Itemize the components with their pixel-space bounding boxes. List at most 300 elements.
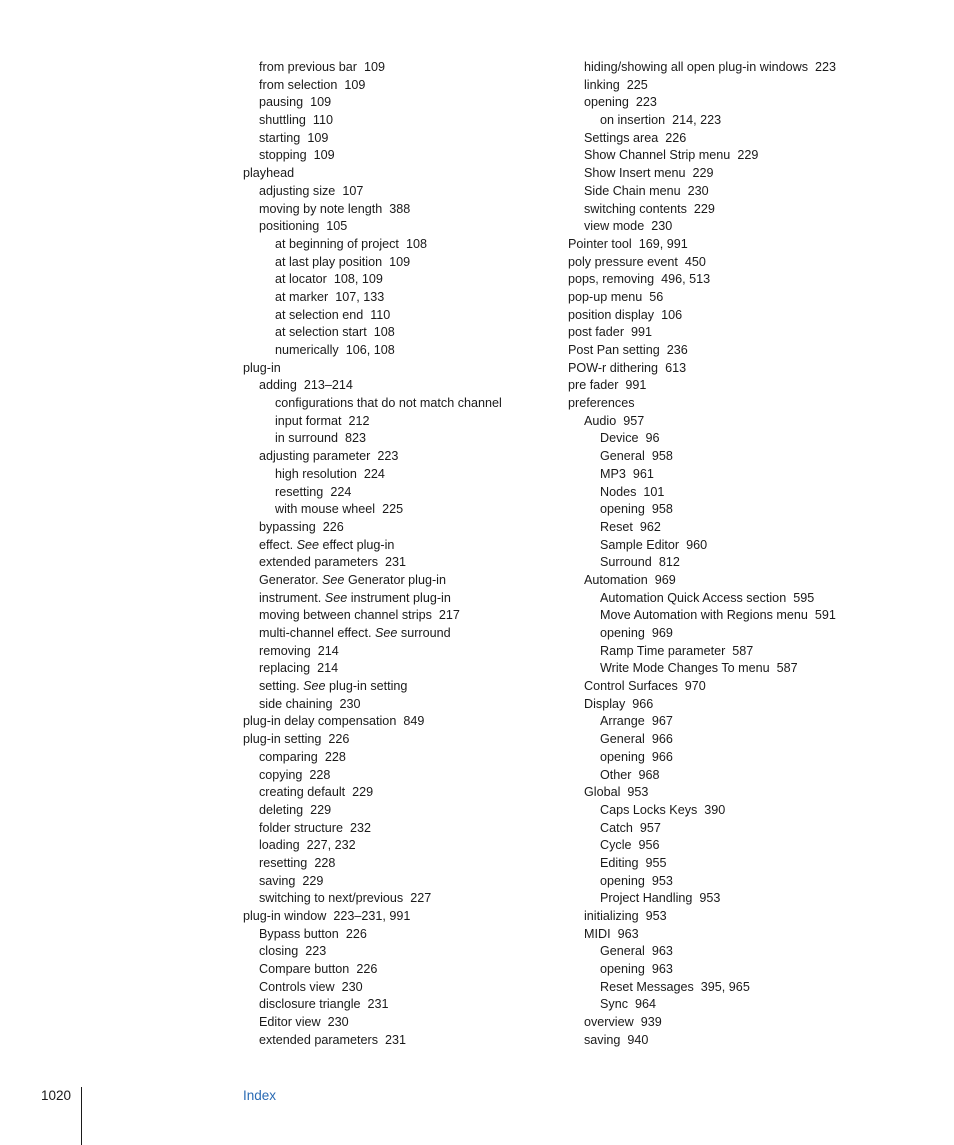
page-reference: 228 xyxy=(324,749,346,764)
index-term: Write Mode Changes To menu xyxy=(600,661,770,676)
index-entry xyxy=(243,112,563,130)
index-term: initializing xyxy=(584,909,639,923)
index-entry xyxy=(568,961,948,979)
index-entry xyxy=(243,943,563,961)
index-term: switching to next/previous xyxy=(259,891,404,906)
index-term: opening xyxy=(584,95,629,110)
index-term: pre fader xyxy=(568,378,619,393)
index-term: overview xyxy=(584,1015,634,1030)
index-term: starting xyxy=(259,130,301,145)
index-entry xyxy=(243,607,563,625)
index-term: loading xyxy=(259,838,300,853)
index-term: shuttling xyxy=(259,113,306,128)
index-term: from previous bar xyxy=(259,60,357,74)
page-reference: 225 xyxy=(626,77,648,92)
index-column-left xyxy=(243,59,563,1050)
page-reference: 953 xyxy=(699,891,721,906)
index-term: Compare button xyxy=(259,962,350,977)
index-entry xyxy=(243,926,563,944)
index-term: extended parameters xyxy=(259,555,379,570)
page-reference: 969 xyxy=(651,626,673,640)
index-entry xyxy=(243,537,563,555)
page-reference: 957 xyxy=(639,820,661,835)
index-entry xyxy=(243,996,563,1014)
page-reference: 227, 232 xyxy=(306,838,356,853)
page-reference: 955 xyxy=(645,855,667,870)
index-entry xyxy=(568,873,948,891)
index-term: replacing xyxy=(259,661,311,676)
see-reference: See xyxy=(324,590,348,605)
page-reference: 591 xyxy=(814,608,836,623)
index-entry xyxy=(568,183,948,201)
index-entry xyxy=(243,572,563,590)
page-reference: 390 xyxy=(704,802,726,817)
index-term: disclosure triangle xyxy=(259,997,361,1012)
index-entry xyxy=(568,147,948,165)
page-reference: 109 xyxy=(364,60,386,74)
index-term: folder structure xyxy=(259,820,343,835)
index-term: resetting xyxy=(259,855,308,870)
page-reference: 229 xyxy=(352,785,374,800)
index-entry xyxy=(243,713,563,731)
index-term: plug-in setting xyxy=(243,732,322,747)
page-reference: 587 xyxy=(776,661,798,676)
page-reference: 849 xyxy=(403,714,425,729)
index-entry xyxy=(243,183,563,201)
page-reference: 223 xyxy=(635,95,657,110)
page-reference: 101 xyxy=(643,484,665,499)
index-entry xyxy=(568,413,948,431)
index-term: extended parameters xyxy=(259,1032,379,1047)
index-entry xyxy=(243,501,563,519)
index-entry xyxy=(243,165,563,183)
index-term: Global xyxy=(584,785,621,800)
page-reference: 225 xyxy=(382,502,404,517)
index-term: setting. xyxy=(259,679,300,694)
page-reference: 105 xyxy=(326,219,348,234)
index-entry xyxy=(243,1032,563,1050)
page-reference: 613 xyxy=(665,360,687,375)
page-reference: 939 xyxy=(640,1015,662,1030)
index-entry xyxy=(568,377,948,395)
page-reference: 226 xyxy=(328,732,350,747)
index-term: Device xyxy=(600,431,639,446)
index-term: Automation Quick Access section xyxy=(600,590,787,605)
index-entry xyxy=(243,271,563,289)
index-entry xyxy=(243,590,563,608)
index-entry xyxy=(243,307,563,325)
page-reference: 230 xyxy=(339,696,361,711)
index-term: opening xyxy=(600,626,645,640)
see-reference: See xyxy=(303,679,326,694)
page-reference: 110 xyxy=(370,307,391,322)
page-reference: 960 xyxy=(686,537,708,552)
page-reference: 991 xyxy=(631,325,653,340)
index-term: preferences xyxy=(568,396,635,411)
page-reference: 966 xyxy=(632,696,654,711)
index-entry xyxy=(243,360,563,378)
index-term: resetting xyxy=(275,484,324,499)
index-column-right xyxy=(568,59,948,1050)
see-target: Generator plug-in xyxy=(347,572,446,587)
page-reference: 231 xyxy=(385,555,407,570)
page-reference: 169, 991 xyxy=(638,236,688,251)
index-entry xyxy=(568,590,948,608)
page-reference: 228 xyxy=(314,855,336,870)
index-term: POW-r dithering xyxy=(568,360,659,375)
index-term: pops, removing xyxy=(568,272,655,287)
index-term: Bypass button xyxy=(259,926,339,941)
index-entry xyxy=(243,908,563,926)
index-term: instrument. xyxy=(259,590,322,605)
index-term: Side Chain menu xyxy=(584,183,681,198)
index-term: saving xyxy=(259,873,296,888)
index-entry xyxy=(568,554,948,572)
page-reference: 109 xyxy=(389,254,411,269)
index-term: opening xyxy=(600,502,645,517)
index-entry xyxy=(243,448,563,466)
index-term: plug-in delay compensation xyxy=(243,714,397,729)
page-reference: 109 xyxy=(344,77,366,92)
index-entry xyxy=(243,201,563,219)
index-term: switching contents xyxy=(584,201,687,216)
page-reference: 958 xyxy=(651,449,673,464)
page-reference: 226 xyxy=(322,519,344,534)
index-entry xyxy=(243,837,563,855)
page-reference: 962 xyxy=(639,519,661,534)
page-reference: 107, 133 xyxy=(335,289,385,304)
page-reference: 970 xyxy=(684,679,706,694)
index-term: at beginning of project xyxy=(275,236,399,251)
index-term: Ramp Time parameter xyxy=(600,643,726,658)
page-reference: 229 xyxy=(737,148,759,163)
index-term: General xyxy=(600,449,645,464)
page-reference: 227 xyxy=(410,891,432,906)
page-reference: 968 xyxy=(638,767,660,782)
index-entry xyxy=(243,218,563,236)
page-reference: 223–231, 991 xyxy=(333,909,411,923)
page-reference: 964 xyxy=(635,997,657,1012)
page-reference: 96 xyxy=(645,431,660,446)
page-reference: 230 xyxy=(341,979,363,994)
index-term: numerically xyxy=(275,343,339,357)
index-term: Show Channel Strip menu xyxy=(584,148,731,163)
index-entry xyxy=(568,94,948,112)
section-label: Index xyxy=(243,1088,277,1103)
page-reference: 109 xyxy=(307,130,329,145)
index-entry xyxy=(243,342,563,360)
index-entry xyxy=(243,660,563,678)
index-entry xyxy=(568,696,948,714)
page-reference: 953 xyxy=(645,909,667,923)
index-term: General xyxy=(600,732,645,747)
index-entry xyxy=(243,961,563,979)
index-entry xyxy=(568,607,948,625)
index-entry xyxy=(243,767,563,785)
index-entry xyxy=(568,360,948,378)
index-entry xyxy=(243,890,563,908)
index-term: adjusting parameter xyxy=(259,449,371,464)
index-term: Surround xyxy=(600,555,652,570)
index-term: Catch xyxy=(600,820,633,835)
index-entry xyxy=(243,236,563,254)
page-reference: 967 xyxy=(651,714,673,729)
index-term: deleting xyxy=(259,802,304,817)
index-term: Editor view xyxy=(259,1015,321,1030)
index-term: Move Automation with Regions menu xyxy=(600,608,808,623)
see-reference: See xyxy=(374,626,398,640)
index-entry xyxy=(243,395,563,413)
index-term: at marker xyxy=(275,289,329,304)
index-entry xyxy=(568,837,948,855)
page-reference: 991 xyxy=(625,378,647,393)
page-reference: 229 xyxy=(692,166,714,181)
page-reference: 958 xyxy=(651,502,673,517)
page-reference: 229 xyxy=(302,873,324,888)
page-reference: 940 xyxy=(627,1032,649,1047)
index-entry xyxy=(568,1032,948,1050)
index-entry xyxy=(568,979,948,997)
page-reference: 109 xyxy=(310,95,332,110)
index-term: Settings area xyxy=(584,130,659,145)
page-reference: 236 xyxy=(666,343,688,357)
page-reference: 957 xyxy=(623,413,645,428)
index-term: pausing xyxy=(259,95,304,110)
index-entry xyxy=(243,484,563,502)
index-entry xyxy=(243,147,563,165)
page-reference: 823 xyxy=(345,431,367,446)
index-term: moving by note length xyxy=(259,201,383,216)
index-entry xyxy=(243,979,563,997)
index-entry xyxy=(568,802,948,820)
index-entry xyxy=(243,430,563,448)
index-entry xyxy=(568,926,948,944)
index-entry xyxy=(568,537,948,555)
index-term: moving between channel strips xyxy=(259,608,432,623)
index-term: Audio xyxy=(584,413,617,428)
index-term: MP3 xyxy=(600,466,626,481)
index-entry xyxy=(243,625,563,643)
index-term: Sample Editor xyxy=(600,537,680,552)
index-term: Editing xyxy=(600,855,639,870)
page-reference: 107 xyxy=(342,183,364,198)
page-reference: 226 xyxy=(356,962,378,977)
page-reference: 963 xyxy=(651,944,673,959)
page-reference: 595 xyxy=(793,590,815,605)
index-entry xyxy=(243,59,563,77)
index-entry xyxy=(568,749,948,767)
index-entry xyxy=(243,696,563,714)
page-reference: 812 xyxy=(658,555,680,570)
index-term: at selection end xyxy=(275,307,364,322)
index-entry xyxy=(568,77,948,95)
index-entry xyxy=(568,59,948,77)
page-reference: 226 xyxy=(345,926,367,941)
page-reference: 230 xyxy=(327,1015,349,1030)
index-entry xyxy=(243,413,563,431)
page-reference: 226 xyxy=(665,130,687,145)
page-reference: 223 xyxy=(305,944,327,959)
index-term: Controls view xyxy=(259,979,335,994)
index-term: side chaining xyxy=(259,696,333,711)
index-term: playhead xyxy=(243,166,295,181)
index-entry xyxy=(243,130,563,148)
index-entry xyxy=(243,77,563,95)
page-reference: 229 xyxy=(310,802,332,817)
index-term: Arrange xyxy=(600,714,645,729)
index-entry xyxy=(243,377,563,395)
page-number: 1020 xyxy=(41,1088,72,1103)
page-reference: 388 xyxy=(389,201,411,216)
index-term: effect. xyxy=(259,537,294,552)
see-target: effect plug-in xyxy=(322,537,395,552)
page-reference: 217 xyxy=(438,608,460,623)
index-entry xyxy=(568,855,948,873)
see-target: plug-in setting xyxy=(329,679,408,694)
index-entry xyxy=(568,784,948,802)
page-reference: 961 xyxy=(632,466,654,481)
index-entry xyxy=(243,324,563,342)
index-term: Cycle xyxy=(600,838,632,853)
page-reference: 224 xyxy=(363,466,385,481)
page-reference: 228 xyxy=(309,767,331,782)
index-term: Show Insert menu xyxy=(584,166,686,181)
page-reference: 214, 223 xyxy=(672,113,722,128)
index-entry xyxy=(568,996,948,1014)
index-entry xyxy=(243,820,563,838)
index-entry xyxy=(568,890,948,908)
index-term: plug-in window xyxy=(243,909,327,923)
page-reference: 229 xyxy=(693,201,715,216)
footer-divider xyxy=(81,1087,82,1145)
see-reference: See xyxy=(296,537,319,552)
index-term: at locator xyxy=(275,272,327,287)
page-reference: 230 xyxy=(651,219,673,234)
page-reference: 587 xyxy=(732,643,754,658)
index-term: at selection start xyxy=(275,325,367,340)
index-entry xyxy=(568,501,948,519)
page-reference: 110 xyxy=(312,113,333,128)
index-entry xyxy=(568,767,948,785)
index-term: configurations that do not match channel xyxy=(275,396,502,411)
index-term: comparing xyxy=(259,749,318,764)
index-term: stopping xyxy=(259,148,307,163)
index-term: adjusting size xyxy=(259,183,336,198)
index-entry xyxy=(243,466,563,484)
page-reference: 966 xyxy=(651,749,673,764)
page-reference: 106 xyxy=(661,307,683,322)
page-reference: 963 xyxy=(617,926,639,941)
index-term: Sync xyxy=(600,997,628,1012)
index-entry xyxy=(568,307,948,325)
index-term: Generator. xyxy=(259,572,319,587)
index-entry xyxy=(568,484,948,502)
index-entry xyxy=(243,855,563,873)
index-term: copying xyxy=(259,767,303,782)
index-entry xyxy=(243,289,563,307)
page-reference: 953 xyxy=(627,785,649,800)
page-reference: 213–214 xyxy=(303,378,353,393)
index-entry xyxy=(568,112,948,130)
index-term: Project Handling xyxy=(600,891,693,906)
index-entry xyxy=(243,873,563,891)
index-entry xyxy=(568,572,948,590)
index-entry xyxy=(568,201,948,219)
index-entry xyxy=(568,254,948,272)
page-reference: 953 xyxy=(651,873,673,888)
index-term: plug-in xyxy=(243,360,281,375)
index-term: Nodes xyxy=(600,484,637,499)
page-reference: 956 xyxy=(638,838,660,853)
index-entry xyxy=(568,643,948,661)
index-entry xyxy=(568,218,948,236)
index-entry xyxy=(568,395,948,413)
index-entry xyxy=(568,660,948,678)
index-term: linking xyxy=(584,77,620,92)
index-term: Reset xyxy=(600,519,633,534)
page-reference: 214 xyxy=(317,661,339,676)
page-reference: 214 xyxy=(317,643,339,658)
index-entry xyxy=(568,130,948,148)
index-term: Display xyxy=(584,696,626,711)
index-entry xyxy=(243,731,563,749)
index-entry xyxy=(568,448,948,466)
page-reference: 496, 513 xyxy=(661,272,711,287)
index-term: on insertion xyxy=(600,113,666,128)
index-term: opening xyxy=(600,962,645,977)
index-entry xyxy=(243,519,563,537)
index-entry xyxy=(568,678,948,696)
page-reference: 231 xyxy=(385,1032,407,1047)
page-reference: 212 xyxy=(348,413,370,428)
page-reference: 963 xyxy=(651,962,673,977)
page-reference: 108 xyxy=(405,236,427,251)
index-term: bypassing xyxy=(259,519,316,534)
see-target: instrument plug-in xyxy=(350,590,451,605)
page-reference: 224 xyxy=(330,484,352,499)
index-term: high resolution xyxy=(275,466,357,481)
index-term: from selection xyxy=(259,77,338,92)
index-entry xyxy=(568,731,948,749)
index-term: positioning xyxy=(259,219,320,234)
page-reference: 231 xyxy=(367,997,389,1012)
index-entry xyxy=(568,342,948,360)
index-term: poly pressure event xyxy=(568,254,678,269)
index-entry xyxy=(243,254,563,272)
index-term: Pointer tool xyxy=(568,236,632,251)
index-entry xyxy=(568,1014,948,1032)
index-entry xyxy=(568,713,948,731)
index-term: opening xyxy=(600,873,645,888)
index-entry xyxy=(568,236,948,254)
index-term: Post Pan setting xyxy=(568,343,660,357)
index-entry xyxy=(568,820,948,838)
index-term: saving xyxy=(584,1032,621,1047)
page-reference: 450 xyxy=(684,254,706,269)
see-reference: See xyxy=(322,572,345,587)
page-reference: 969 xyxy=(654,572,676,587)
index-term: pop-up menu xyxy=(568,289,643,304)
index-entry xyxy=(243,678,563,696)
index-entry xyxy=(568,519,948,537)
index-entry xyxy=(243,643,563,661)
index-term: in surround xyxy=(275,431,339,446)
index-entry xyxy=(568,430,948,448)
index-term: creating default xyxy=(259,785,346,800)
index-entry xyxy=(243,94,563,112)
page-reference: 232 xyxy=(350,820,372,835)
index-term: Caps Locks Keys xyxy=(600,802,698,817)
